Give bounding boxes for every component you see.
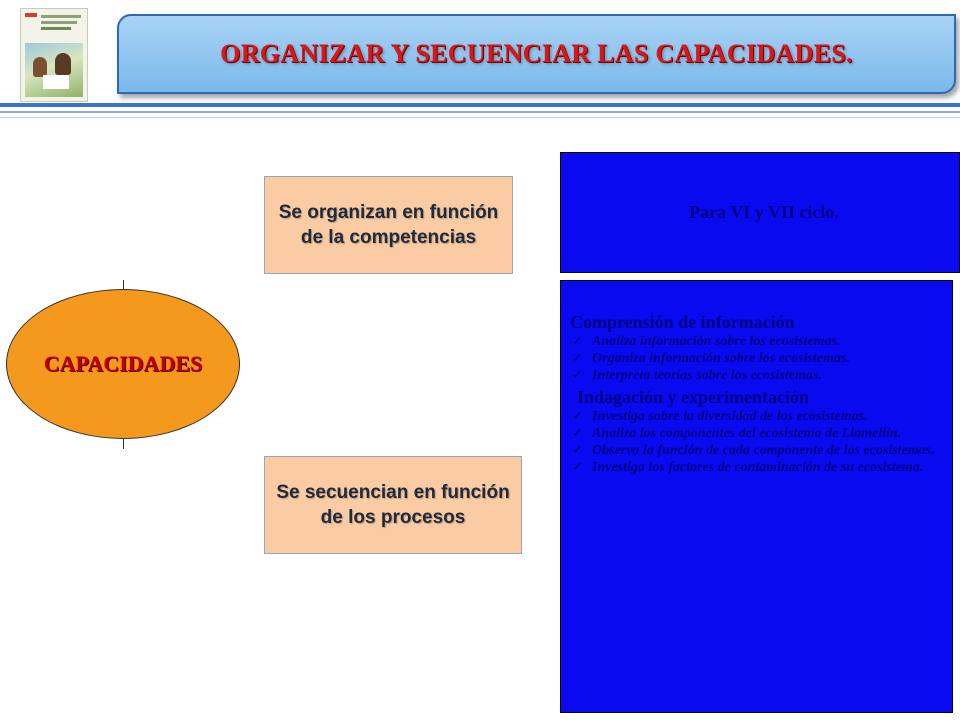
connector-tick-bottom <box>123 439 124 449</box>
header-divider <box>0 103 960 107</box>
secuencian-text: Se secuencian en función de los procesos <box>276 482 510 528</box>
cover-title-line <box>41 27 71 30</box>
header-divider <box>0 111 960 113</box>
capacidades-label: CAPACIDADES <box>43 351 203 376</box>
organizan-box <box>264 176 513 274</box>
page-title: ORGANIZAR Y SECUENCIAR LAS CAPACIDADES. <box>220 39 853 68</box>
cycle-label: Para VI y VII ciclo. <box>689 202 839 222</box>
list-item: ✓ Investiga los factores de contaminación de su ecosistema. <box>572 460 924 475</box>
list-item: ✓ Investiga sobre la diversidad de los ecosistemas. <box>572 409 868 424</box>
section-heading-indagacion: Indagación y experimentación <box>577 387 809 407</box>
capacidades-ellipse <box>6 289 240 439</box>
flag-stripe <box>25 13 37 17</box>
cover-title-line <box>41 15 81 18</box>
cycle-box <box>560 152 960 273</box>
list-item: ✓ Analiza los componentes del ecosistema de Llamellín. <box>572 426 902 441</box>
list-item: ✓ Analiza información sobre los ecosistemas. <box>572 334 841 349</box>
book-cover-thumbnail <box>20 8 88 102</box>
cover-child-figure <box>33 57 47 77</box>
cover-book-page <box>43 75 69 89</box>
check-icon: ✓ <box>572 460 583 475</box>
title-banner <box>117 14 956 94</box>
cover-child-figure <box>55 53 71 75</box>
check-icon: ✓ <box>572 426 583 441</box>
check-icon: ✓ <box>572 368 583 383</box>
capacities-box <box>560 280 953 713</box>
list-item: ✓ Interpreta teorías sobre los ecosistemas. <box>572 368 822 383</box>
list-item: ✓ Organiza información sobre los ecosistemas. <box>572 351 850 366</box>
section-heading-comprension: Comprensión de información <box>570 312 795 332</box>
check-icon: ✓ <box>572 443 583 458</box>
organizan-text: Se organizan en función de la competencias <box>278 202 499 248</box>
check-icon: ✓ <box>572 351 583 366</box>
check-icon: ✓ <box>572 409 583 424</box>
indagacion-list <box>570 408 944 476</box>
list-item: ✓ Observa la función de cada componente de los ecosistemas. <box>572 443 935 458</box>
secuencian-box <box>264 456 522 554</box>
cover-title-line <box>41 21 77 24</box>
header-divider <box>0 117 960 118</box>
comprension-list <box>570 333 944 384</box>
check-icon: ✓ <box>572 334 583 349</box>
